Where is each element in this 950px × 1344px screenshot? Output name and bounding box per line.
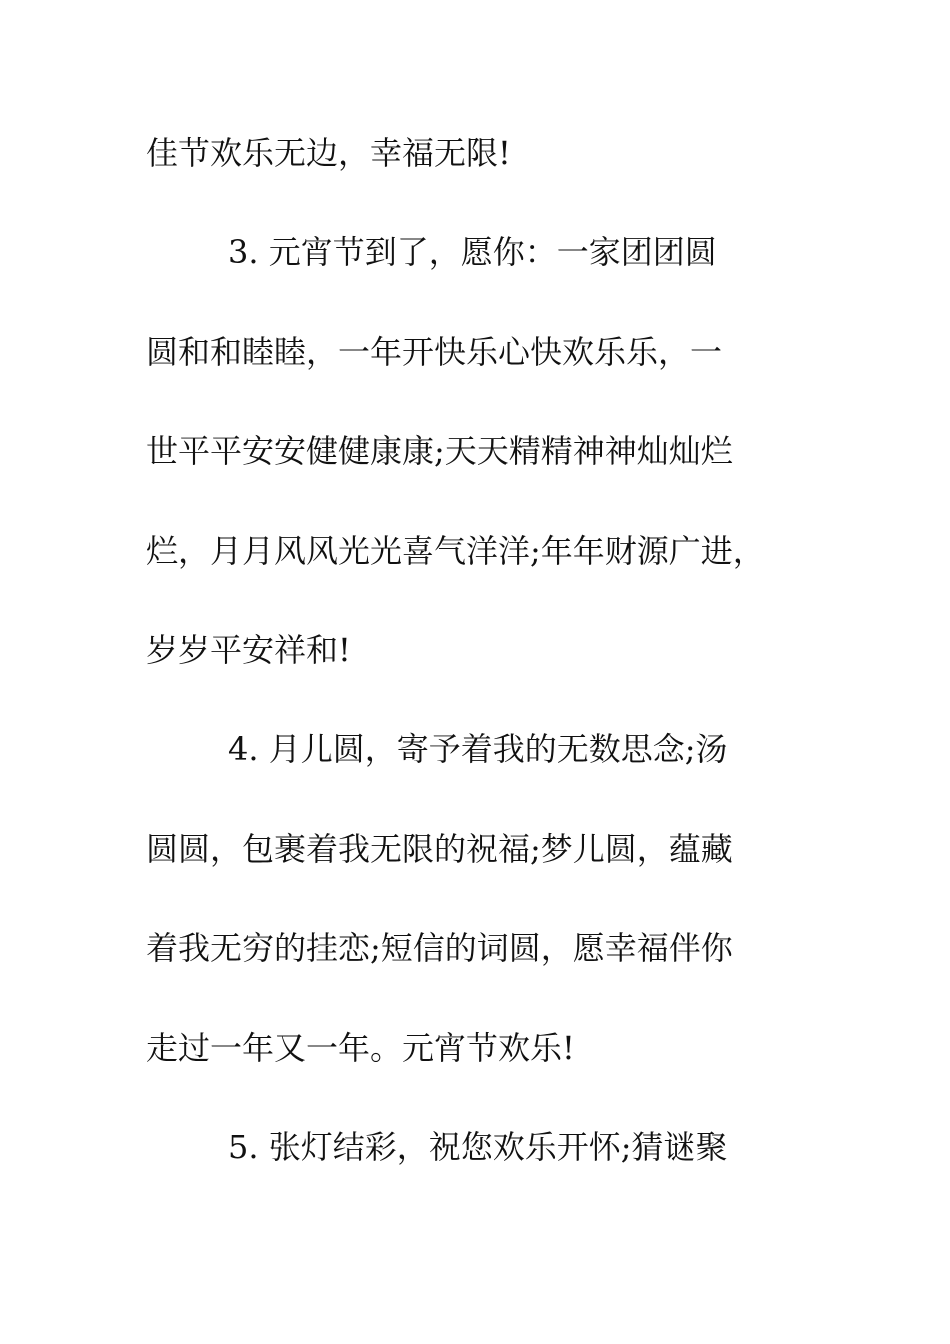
text-line-9: 着我无穷的挂恋;短信的词圆，愿幸福伴你: [146, 929, 733, 967]
text-line-8: 圆圆，包裹着我无限的祝福;梦儿圆，蕴藏: [146, 830, 733, 868]
text-line-1: 佳节欢乐无边，幸福无限!: [146, 134, 511, 172]
text-line-6: 岁岁平安祥和!: [146, 631, 351, 669]
text-line-4: 世平平安安健健康康;天天精精神神灿灿烂: [146, 432, 733, 470]
text-line-11: 5. 张灯结彩，祝您欢乐开怀;猜谜聚: [228, 1128, 728, 1166]
text-line-2: 3. 元宵节到了，愿你：一家团团圆: [228, 233, 717, 271]
text-line-5: 烂，月月风风光光喜气洋洋;年年财源广进，: [146, 532, 765, 570]
text-line-7: 4. 月儿圆，寄予着我的无数思念;汤: [228, 730, 728, 768]
text-line-3: 圆和和睦睦，一年开快乐心快欢乐乐，一: [146, 333, 723, 371]
text-line-10: 走过一年又一年。元宵节欢乐!: [146, 1029, 575, 1067]
